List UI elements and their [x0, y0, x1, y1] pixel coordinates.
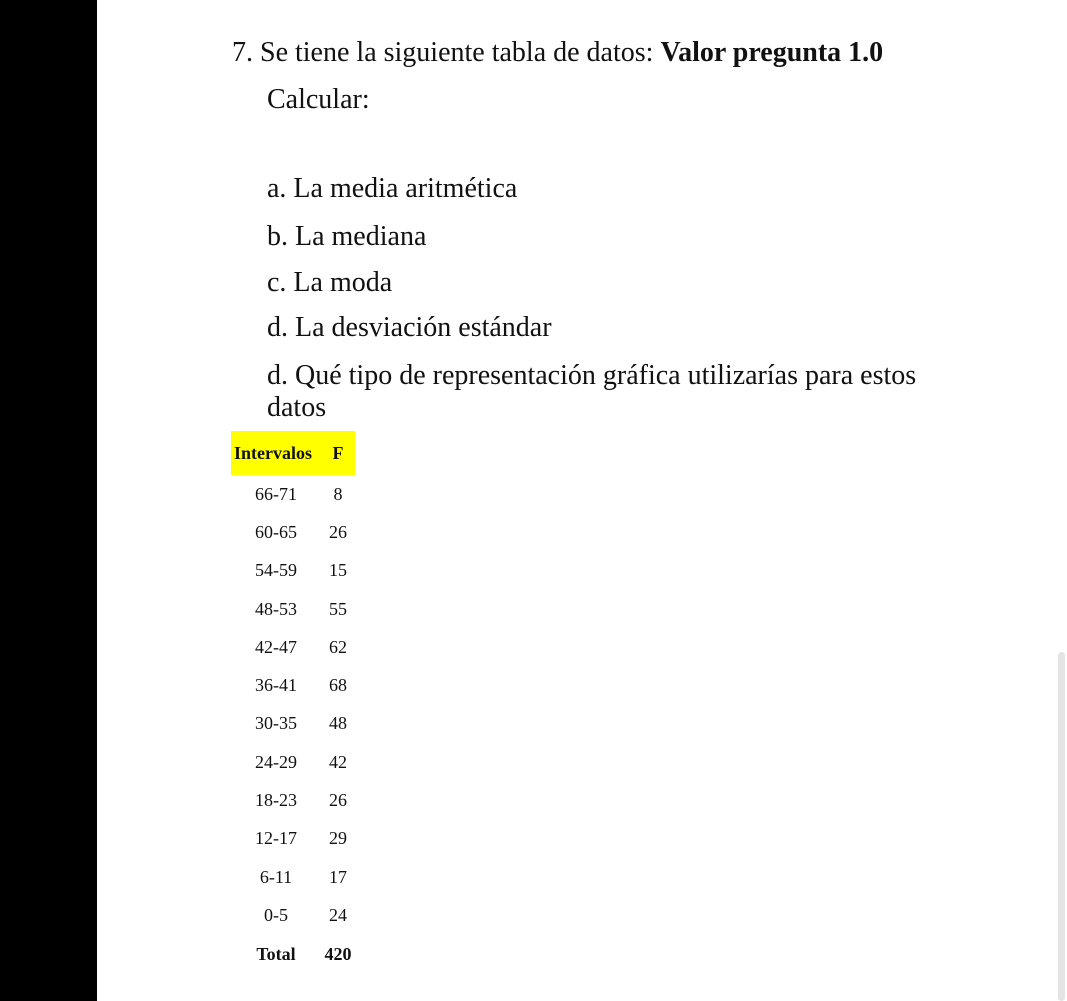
frequency-cell: 29 [329, 828, 347, 849]
frequency-cell: 62 [329, 636, 347, 657]
frequency-cell: 42 [329, 751, 347, 772]
table-row [231, 666, 355, 704]
task-item-desviacion: d. La desviación estándar [267, 312, 552, 343]
interval-cell: 48-53 [255, 598, 297, 619]
interval-cell: 54-59 [255, 560, 297, 581]
interval-cell: 60-65 [255, 521, 297, 542]
table-row [231, 628, 355, 666]
interval-cell: 30-35 [255, 713, 297, 734]
table-row [231, 896, 355, 934]
interval-cell: 18-23 [255, 790, 297, 811]
table-row [231, 858, 355, 896]
frequency-cell: 15 [329, 560, 347, 581]
question-heading [232, 33, 883, 73]
table-row [231, 513, 355, 551]
frequency-cell: 8 [333, 483, 343, 504]
frequency-cell: 68 [329, 675, 347, 696]
column-header-intervalos: Intervalos [231, 431, 321, 475]
total-value: 420 [324, 944, 352, 965]
frequency-cell: 26 [329, 790, 347, 811]
frequency-cell: 48 [329, 713, 347, 734]
interval-cell: 66-71 [255, 483, 297, 504]
table-row [231, 820, 355, 858]
table-row [231, 743, 355, 781]
frequency-cell: 24 [329, 904, 347, 925]
question-value: Valor pregunta 1.0 [660, 37, 884, 68]
task-item-grafica: d. Qué tipo de representación gráfica utilizarías para estos datos [267, 360, 917, 423]
table-row [231, 781, 355, 819]
question-text: 7. Se tiene la siguiente tabla de datos: [232, 37, 661, 68]
frequency-cell: 55 [329, 598, 347, 619]
interval-cell: 24-29 [255, 751, 297, 772]
frequency-cell: 17 [329, 866, 347, 887]
interval-cell: 12-17 [255, 828, 297, 849]
table-row [231, 590, 355, 628]
vertical-scrollbar[interactable] [1058, 652, 1065, 1001]
total-label: Total [256, 944, 296, 965]
task-item-mediana: b. La mediana [267, 221, 427, 252]
table-total-row [231, 935, 355, 975]
task-item-moda: c. La moda [267, 267, 393, 298]
interval-cell: 36-41 [255, 675, 297, 696]
table-row [231, 705, 355, 743]
calcular-label: Calcular: [267, 84, 370, 115]
interval-cell: 0-5 [264, 904, 288, 925]
interval-cell: 6-11 [259, 866, 293, 887]
task-item-media: a. La media aritmética [267, 173, 518, 204]
table-row [231, 475, 355, 513]
table-row [231, 552, 355, 590]
frequency-cell: 26 [329, 521, 347, 542]
interval-cell: 42-47 [255, 636, 297, 657]
table-header-row [231, 431, 355, 475]
frequency-table [231, 431, 355, 975]
column-header-f: F [321, 431, 355, 475]
